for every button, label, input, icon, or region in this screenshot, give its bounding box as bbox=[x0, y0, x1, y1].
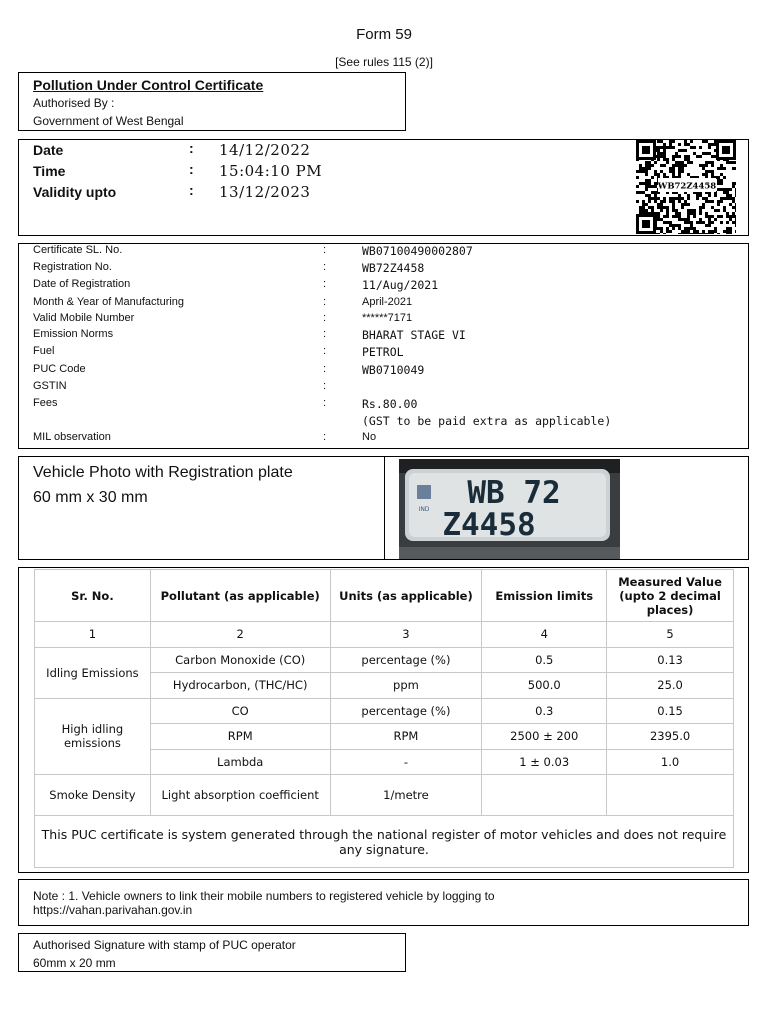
detail-row bbox=[19, 296, 748, 313]
photo-caption: Vehicle Photo with Registration plate bbox=[33, 464, 293, 481]
table-row bbox=[35, 698, 734, 724]
detail-label: Date of Registration bbox=[33, 278, 131, 290]
detail-value: BHARAT STAGE VI bbox=[362, 328, 466, 342]
smoke-label: Smoke Density bbox=[35, 775, 151, 816]
index-cell: 5 bbox=[607, 622, 734, 648]
date-colon: : bbox=[189, 140, 194, 156]
vehicle-plate-photo bbox=[399, 459, 620, 559]
plate-line-1: WB 72 bbox=[467, 475, 561, 511]
qr-code bbox=[636, 140, 736, 234]
table-row bbox=[35, 775, 734, 816]
detail-row bbox=[19, 312, 748, 329]
date-label: Date bbox=[33, 142, 64, 158]
detail-colon: : bbox=[323, 363, 327, 375]
detail-value: ******7171 bbox=[362, 312, 413, 324]
limit-cell bbox=[482, 775, 607, 816]
detail-label: Emission Norms bbox=[33, 328, 114, 340]
header-sr-no: Sr. No. bbox=[35, 570, 151, 622]
authority-name: Government of West Bengal bbox=[33, 114, 184, 128]
measured-cell: 0.15 bbox=[607, 698, 734, 724]
index-cell: 1 bbox=[35, 622, 151, 648]
measured-cell: 1.0 bbox=[607, 749, 734, 775]
header-limits: Emission limits bbox=[482, 570, 607, 622]
high-idling-label: High idling emissions bbox=[35, 698, 151, 775]
detail-colon: : bbox=[323, 345, 327, 357]
detail-label: Month & Year of Manufacturing bbox=[33, 296, 185, 308]
pollutant-cell: Lambda bbox=[150, 749, 330, 775]
detail-value: WB72Z4458 bbox=[362, 261, 425, 275]
note-line-1: Note : 1. Vehicle owners to link their mobile numbers to registered vehicle by logging to bbox=[33, 889, 495, 903]
unit-cell: - bbox=[330, 749, 482, 775]
detail-colon: : bbox=[323, 244, 327, 256]
limit-cell: 500.0 bbox=[482, 673, 607, 699]
detail-row bbox=[19, 328, 748, 345]
detail-colon: : bbox=[323, 397, 327, 409]
index-cell: 4 bbox=[482, 622, 607, 648]
note-url: https://vahan.parivahan.gov.in bbox=[33, 903, 193, 917]
limit-cell: 0.3 bbox=[482, 698, 607, 724]
index-cell: 3 bbox=[330, 622, 482, 648]
signature-section bbox=[18, 933, 406, 972]
measured-cell: 0.13 bbox=[607, 647, 734, 673]
measured-cell bbox=[607, 775, 734, 816]
time-value: 15:04:10 PM bbox=[219, 162, 323, 180]
detail-value: No bbox=[362, 431, 377, 443]
unit-cell: RPM bbox=[330, 724, 482, 750]
table-row bbox=[35, 647, 734, 673]
detail-colon: : bbox=[323, 380, 327, 392]
plate-ind: IND bbox=[418, 506, 430, 513]
limit-cell: 1 ± 0.03 bbox=[482, 749, 607, 775]
measured-cell: 25.0 bbox=[607, 673, 734, 699]
time-label: Time bbox=[33, 163, 66, 179]
detail-row bbox=[19, 363, 748, 380]
detail-value: 11/Aug/2021 bbox=[362, 278, 439, 292]
signature-label: Authorised Signature with stamp of PUC operator bbox=[33, 938, 296, 952]
header-pollutant: Pollutant (as applicable) bbox=[150, 570, 330, 622]
index-row bbox=[35, 622, 734, 648]
header-measured: Measured Value (upto 2 decimal places) bbox=[607, 570, 734, 622]
idling-label: Idling Emissions bbox=[35, 647, 151, 698]
vehicle-details bbox=[18, 243, 749, 449]
index-cell: 2 bbox=[150, 622, 330, 648]
limit-cell: 2500 ± 200 bbox=[482, 724, 607, 750]
detail-colon: : bbox=[323, 312, 327, 324]
emission-section bbox=[18, 567, 749, 873]
detail-label: PUC Code bbox=[33, 363, 86, 375]
detail-label: Certificate SL. No. bbox=[33, 244, 123, 256]
detail-row bbox=[19, 414, 748, 431]
pollutant-cell: CO bbox=[150, 698, 330, 724]
detail-label: GSTIN bbox=[33, 380, 67, 392]
detail-value: PETROL bbox=[362, 345, 404, 359]
unit-cell: 1/metre bbox=[330, 775, 482, 816]
detail-colon: : bbox=[323, 328, 327, 340]
emission-table bbox=[34, 569, 734, 816]
detail-colon: : bbox=[323, 278, 327, 290]
detail-colon: : bbox=[323, 431, 327, 443]
pollutant-cell: Hydrocarbon, (THC/HC) bbox=[150, 673, 330, 699]
detail-row bbox=[19, 431, 748, 448]
plate-line-2: Z4458 bbox=[442, 507, 536, 543]
certificate-title: Pollution Under Control Certificate bbox=[33, 77, 264, 93]
unit-cell: percentage (%) bbox=[330, 647, 482, 673]
date-value: 14/12/2022 bbox=[219, 141, 311, 159]
vehicle-photo-section bbox=[18, 456, 749, 560]
detail-row bbox=[19, 278, 748, 295]
detail-label: Fees bbox=[33, 397, 58, 409]
unit-cell: percentage (%) bbox=[330, 698, 482, 724]
validity-value: 13/12/2023 bbox=[219, 183, 311, 201]
time-colon: : bbox=[189, 161, 194, 177]
header-units: Units (as applicable) bbox=[330, 570, 482, 622]
detail-label: Fuel bbox=[33, 345, 55, 357]
detail-row bbox=[19, 397, 748, 414]
pollutant-cell: Carbon Monoxide (CO) bbox=[150, 647, 330, 673]
detail-label: MIL observation bbox=[33, 431, 111, 443]
date-section bbox=[18, 139, 749, 236]
validity-label: Validity upto bbox=[33, 184, 117, 200]
validity-colon: : bbox=[189, 182, 194, 198]
detail-row bbox=[19, 244, 748, 261]
form-title: Form 59 bbox=[356, 26, 412, 43]
note-section bbox=[18, 879, 749, 926]
photo-divider bbox=[384, 457, 385, 559]
detail-colon: : bbox=[323, 261, 327, 273]
detail-value: April-2021 bbox=[362, 296, 413, 308]
system-generated-note: This PUC certificate is system generated through the national register of motor vehicles and does not require any signature. bbox=[34, 812, 734, 868]
detail-value: Rs.80.00 bbox=[362, 397, 418, 411]
detail-row bbox=[19, 380, 748, 397]
qr-plate-text: WB72Z4458 bbox=[657, 181, 717, 192]
measured-cell: 2395.0 bbox=[607, 724, 734, 750]
detail-value: (GST to be paid extra as applicable) bbox=[362, 414, 612, 428]
photo-size: 60 mm x 30 mm bbox=[33, 489, 148, 506]
detail-label: Valid Mobile Number bbox=[33, 312, 135, 324]
signature-size: 60mm x 20 mm bbox=[33, 956, 116, 970]
detail-row bbox=[19, 345, 748, 362]
limit-cell: 0.5 bbox=[482, 647, 607, 673]
detail-value: WB0710049 bbox=[362, 363, 425, 377]
pollutant-cell: RPM bbox=[150, 724, 330, 750]
authorised-by-label: Authorised By : bbox=[33, 96, 115, 110]
unit-cell: ppm bbox=[330, 673, 482, 699]
pollutant-cell: Light absorption coefficient bbox=[150, 775, 330, 816]
rules-reference: [See rules 115 (2)] bbox=[335, 55, 433, 69]
detail-label: Registration No. bbox=[33, 261, 112, 273]
detail-row bbox=[19, 261, 748, 278]
certificate-header bbox=[18, 72, 406, 131]
detail-value: WB07100490002807 bbox=[362, 244, 473, 258]
detail-colon: : bbox=[323, 296, 327, 308]
emission-header-row bbox=[35, 570, 734, 622]
